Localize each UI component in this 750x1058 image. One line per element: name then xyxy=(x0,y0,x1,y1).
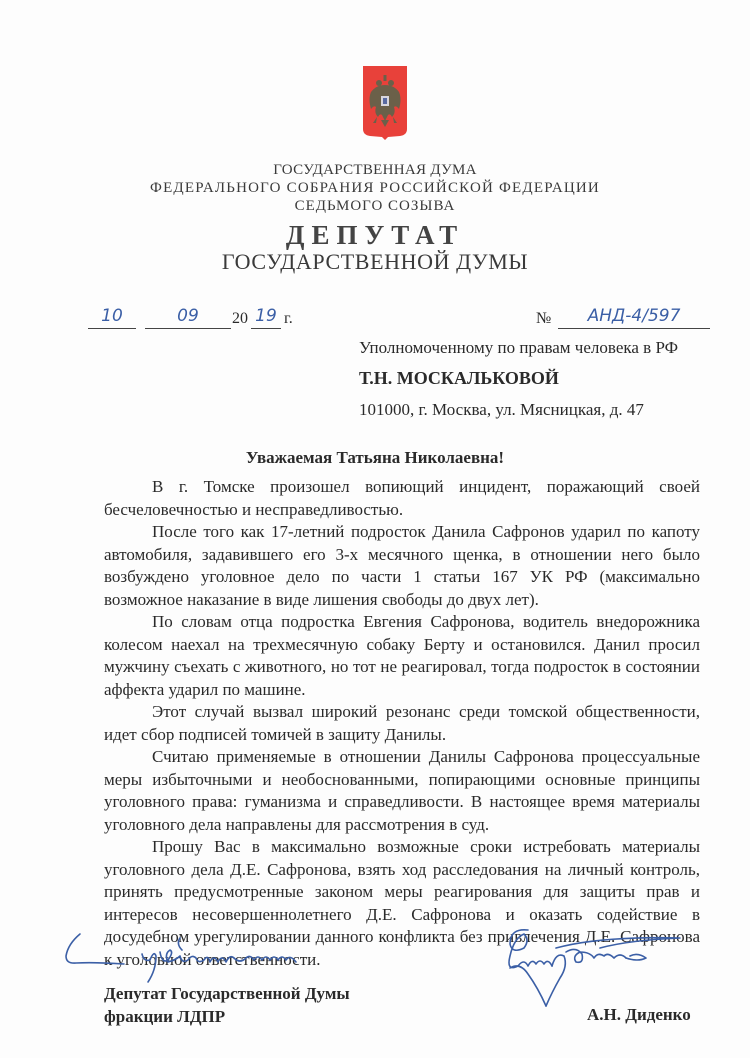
addressee-title: Уполномоченному по правам человека в РФ xyxy=(359,338,679,357)
paragraph: Считаю применяемые в отношении Данилы Сафронова процессуальные меры избыточными и необоснованными, попирающими основные принципы уголовного права: гуманизма и справедливости. В настоящее время материалы уголовного дела направлены для рассмотрения в суд. xyxy=(104,747,700,834)
letter-body xyxy=(104,476,700,971)
letterhead-line-3: СЕДЬМОГО СОЗЫВА xyxy=(294,198,456,214)
letterhead-subtitle: ГОСУДАРСТВЕННОЙ ДУМЫ xyxy=(221,249,529,274)
letterhead-line-2: ФЕДЕРАЛЬНОГО СОБРАНИЯ РОССИЙСКОЙ ФЕДЕРАЦИИ xyxy=(150,180,600,196)
paragraph: По словам отца подростка Евгения Сафронова, водитель внедорожника колесом наехал на трехмесячную собаку Берту и остановился. Данил просил мужчину съехать с животного, но тот не реагировал, тогда подросток в состоянии аффекта ударил по машине. xyxy=(104,612,700,699)
date-year-unit: г. xyxy=(284,310,293,327)
salutation: Уважаемая Татьяна Николаевна! xyxy=(245,448,505,467)
date-year-suffix: 19 xyxy=(251,306,281,329)
signatory-line-1: Депутат Государственной Думы xyxy=(104,984,350,1003)
handwritten-signature xyxy=(480,922,690,1017)
signatory-position xyxy=(104,983,350,1028)
paragraph: После того как 17-летний подросток Данила Сафронов ударил по капоту автомобиля, задавившего его 3-х месячного щенка, в отношении него было возбуждено уголовное дело по части 1 статьи 167 УК РФ (максимально возможное наказание в виде лишения свободы до двух лет). xyxy=(104,522,700,609)
handwritten-closing xyxy=(64,930,354,988)
date-year-prefix: 20 xyxy=(232,310,248,327)
date-day: 10 xyxy=(88,306,136,329)
number-sign: № xyxy=(536,310,552,327)
date-month: 09 xyxy=(145,306,231,329)
document-number: АНД-4/597 xyxy=(558,306,710,329)
addressee-name: Т.Н. МОСКАЛЬКОВОЙ xyxy=(359,368,559,388)
letterhead-title: ДЕПУТАТ xyxy=(285,220,465,250)
signatory-name: А.Н. Диденко xyxy=(587,1005,691,1024)
paragraph: Этот случай вызвал широкий резонанс среди томской общественности, идет сбор подписей томичей в защиту Данилы. xyxy=(104,702,700,744)
paragraph: В г. Томске произошел вопиющий инцидент, поражающий своей бесчеловечностью и несправедливостью. xyxy=(104,477,700,519)
letterhead-line-1: ГОСУДАРСТВЕННАЯ ДУМА xyxy=(273,162,477,178)
paragraph: Прошу Вас в максимально возможные сроки истребовать материалы уголовного дела Д.Е. Сафронова, взять ход расследования на личный контроль, принять предусмотренные законом меры реагирования для защиты прав и интересов несовершеннолетнего Д.Е. Сафронова и оказать содействие в досудебном урегулировании данного конфликта без привлечения Д.Е. Сафронова к уголовной ответственности. xyxy=(104,837,700,969)
signatory-line-2: фракции ЛДПР xyxy=(104,1006,226,1026)
russian-coat-of-arms-icon xyxy=(362,65,408,141)
addressee-address: 101000, г. Москва, ул. Мясницкая, д. 47 xyxy=(359,400,644,419)
